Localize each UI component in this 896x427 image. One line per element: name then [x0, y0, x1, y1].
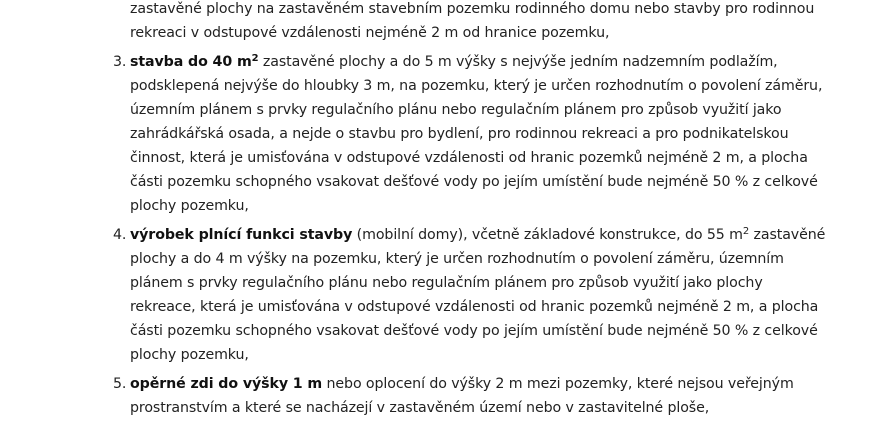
item-text: zastavěné plochy a do 5 m výšky s nejvýše jedním nadzemním podlažím, podsklepená nejvýše do hloubky 3 m, na pozemku, který je určen rozhodnutím o povolení záměru, územním plánem s prvky regulačního plánu nebo regulačním plánem pro způsob využití jako zahrádkářská osada, a nejde o stavbu pro bydlení, pro rodinnou rekreaci a pro podnikatelskou činnost, která je umisťována v odstupové vzdálenosti od hranic pozemků nejméně 2 m, a plocha části pozemku schopného vsakovat dešťové vody po jejím umístění bude nejméně 50 % z celkové plochy pozemku,	[130, 54, 823, 214]
item-text-a: (mobilní domy), včetně základové konstrukce, do 55 m	[352, 227, 743, 243]
list-number: 4.	[113, 227, 127, 243]
list-number: 3.	[113, 54, 127, 70]
item-heading: opěrné zdi do výšky 1 m	[130, 376, 323, 392]
item-heading: stavba do 40 $m^2$	[130, 53, 259, 70]
item-text: nebo oplocení do výšky 2 m mezi pozemky, které nejsou veřejným prostranstvím a které se nacházejí v zastavěném území nebo v zastavitelné ploše,	[130, 376, 794, 416]
continuation-text: zastavěné plochy na zastavěném stavebním pozemku rodinného domu nebo stavby pro rodinnou rekreaci v odstupové vzdálenosti nejméně 2 m od hranice pozemku,	[130, 1, 815, 41]
list-item-4	[113, 223, 830, 367]
list-item-3	[113, 50, 830, 218]
list-number: 5.	[113, 376, 127, 392]
list-item-5	[113, 372, 830, 420]
continuation-paragraph	[130, 0, 830, 45]
item-heading: výrobek plnící funkci stavby	[130, 227, 353, 243]
document-body	[113, 0, 830, 425]
item-text: zastavěné plochy a do 4 m výšky na pozemku, který je určen rozhodnutím o povolení záměru, územním plánem s prvky regulačního plánu nebo regulačním plánem pro způsob využití jako plochy rekreace, která je umisťována v odstupové vzdálenosti od hranic pozemků nejméně 2 m, a plocha části pozemku schopného vsakovat dešťové vody po jejím umístění bude nejméně 50 % z celkové plochy pozemku,	[130, 227, 826, 363]
superscript: 2	[742, 226, 750, 237]
